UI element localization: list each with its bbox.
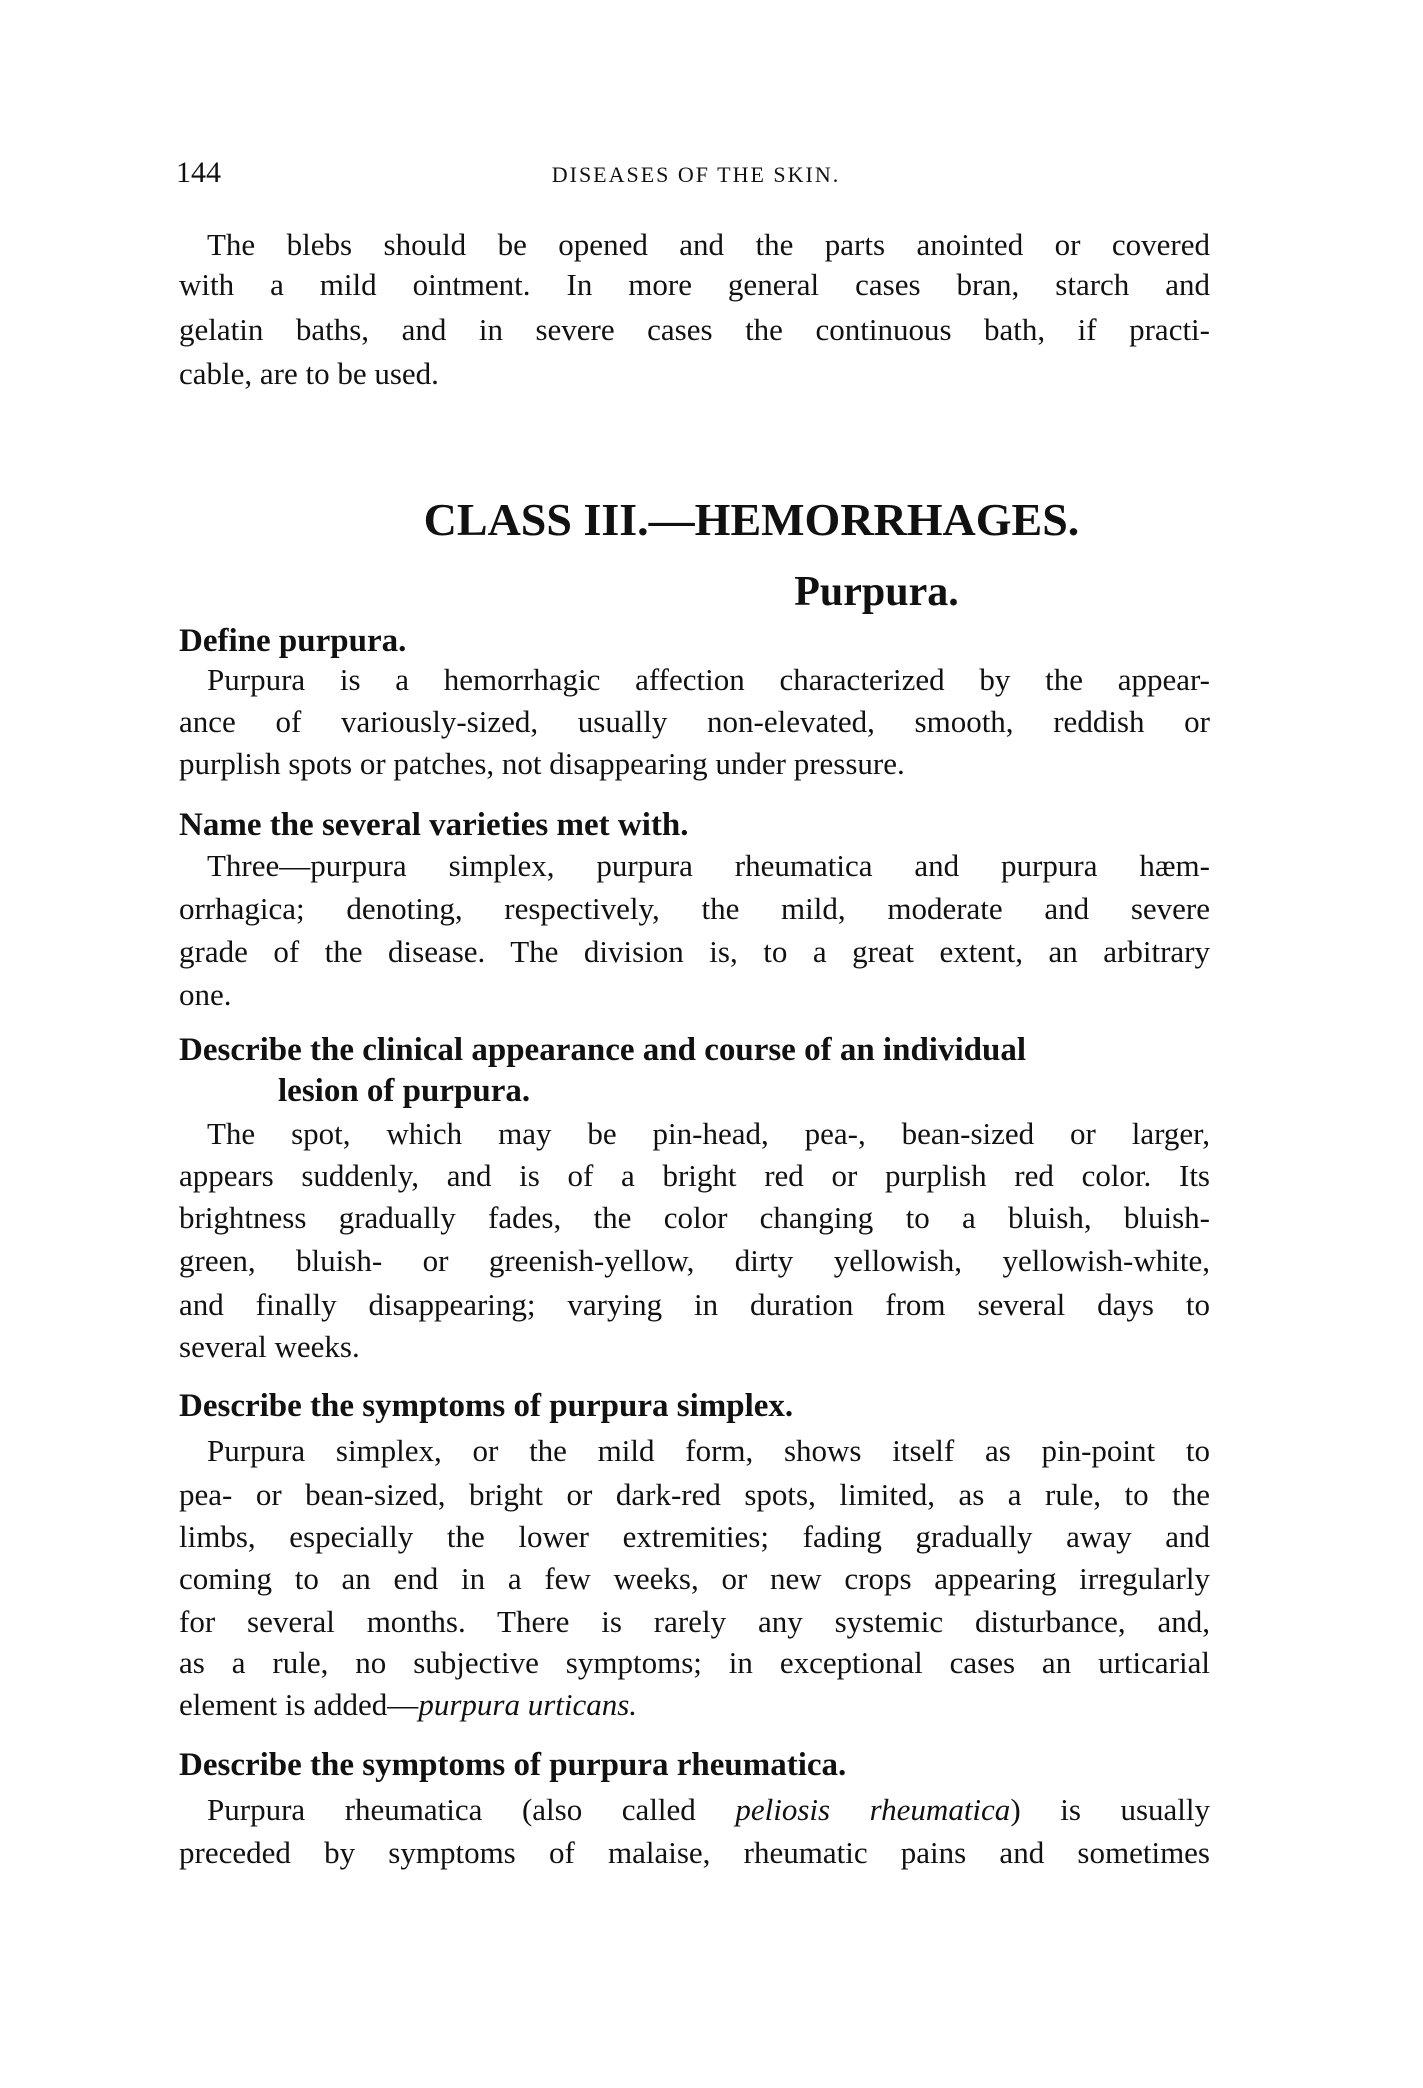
answer-text: Purpura rheumatica (also called <box>207 1792 736 1827</box>
section-heading: Purpura. <box>794 569 959 615</box>
answer-line: green, bluish- or greenish-yellow, dirty yellowish, yellowish-white, <box>179 1243 1210 1278</box>
answer-line: one. <box>179 977 232 1012</box>
answer-line: brightness gradually fades, the color changing to a bluish, bluish- <box>179 1200 1210 1235</box>
answer-line: for several months. There is rarely any systemic disturbance, and, <box>179 1604 1210 1639</box>
answer-line <box>207 1790 1210 1830</box>
italic-term: purpura urticans. <box>418 1687 638 1722</box>
page-number: 144 <box>176 156 221 189</box>
answer-line: ance of variously-sized, usually non-elevated, smooth, reddish or <box>179 704 1210 739</box>
answer-line: preceded by symptoms of malaise, rheumatic pains and sometimes <box>179 1835 1210 1870</box>
answer-line: grade of the disease. The division is, to a great extent, an arbitrary <box>179 934 1210 969</box>
answer-line: Three—purpura simplex, purpura rheumatica and purpura hæm- <box>207 848 1210 883</box>
answer-text: element is added— <box>179 1687 419 1722</box>
question-heading: Describe the symptoms of purpura simplex. <box>179 1388 794 1424</box>
class-heading: CLASS III.—HEMORRHAGES. <box>423 494 1080 545</box>
answer-line: Purpura simplex, or the mild form, shows itself as pin-point to <box>207 1433 1210 1468</box>
running-title: DISEASES OF THE SKIN. <box>551 162 841 187</box>
paragraph-line: gelatin baths, and in severe cases the continuous bath, if practi- <box>179 312 1210 347</box>
answer-line: limbs, especially the lower extremities; fading gradually away and <box>179 1519 1210 1554</box>
paragraph-line: cable, are to be used. <box>179 356 439 391</box>
paragraph-line: with a mild ointment. In more general cases bran, starch and <box>179 267 1210 302</box>
answer-line: coming to an end in a few weeks, or new crops appearing irregularly <box>179 1561 1210 1596</box>
answer-line <box>179 1685 1210 1725</box>
answer-line: and finally disappearing; varying in duration from several days to <box>179 1287 1210 1322</box>
question-heading: lesion of purpura. <box>278 1073 531 1109</box>
answer-line: several weeks. <box>179 1329 360 1364</box>
paragraph-line: The blebs should be opened and the parts anointed or covered <box>207 227 1210 262</box>
answer-line: Purpura is a hemorrhagic affection characterized by the appear- <box>207 662 1210 697</box>
answer-line: orrhagica; denoting, respectively, the mild, moderate and severe <box>179 891 1210 926</box>
answer-line: purplish spots or patches, not disappearing under pressure. <box>179 746 905 781</box>
answer-text: ) is usually <box>1010 1792 1210 1827</box>
question-heading: Name the several varieties met with. <box>179 807 689 843</box>
answer-line: appears suddenly, and is of a bright red or purplish red color. Its <box>179 1158 1210 1193</box>
answer-line: as a rule, no subjective symptoms; in exceptional cases an urticarial <box>179 1645 1210 1680</box>
question-heading: Define purpura. <box>179 623 407 659</box>
question-heading: Describe the clinical appearance and course of an individual <box>179 1032 1027 1068</box>
answer-line: pea- or bean-sized, bright or dark-red spots, limited, as a rule, to the <box>179 1477 1210 1512</box>
question-heading: Describe the symptoms of purpura rheumatica. <box>179 1747 847 1783</box>
italic-term: peliosis rheumatica <box>735 1792 1011 1827</box>
answer-line: The spot, which may be pin-head, pea-, bean-sized or larger, <box>207 1116 1210 1151</box>
